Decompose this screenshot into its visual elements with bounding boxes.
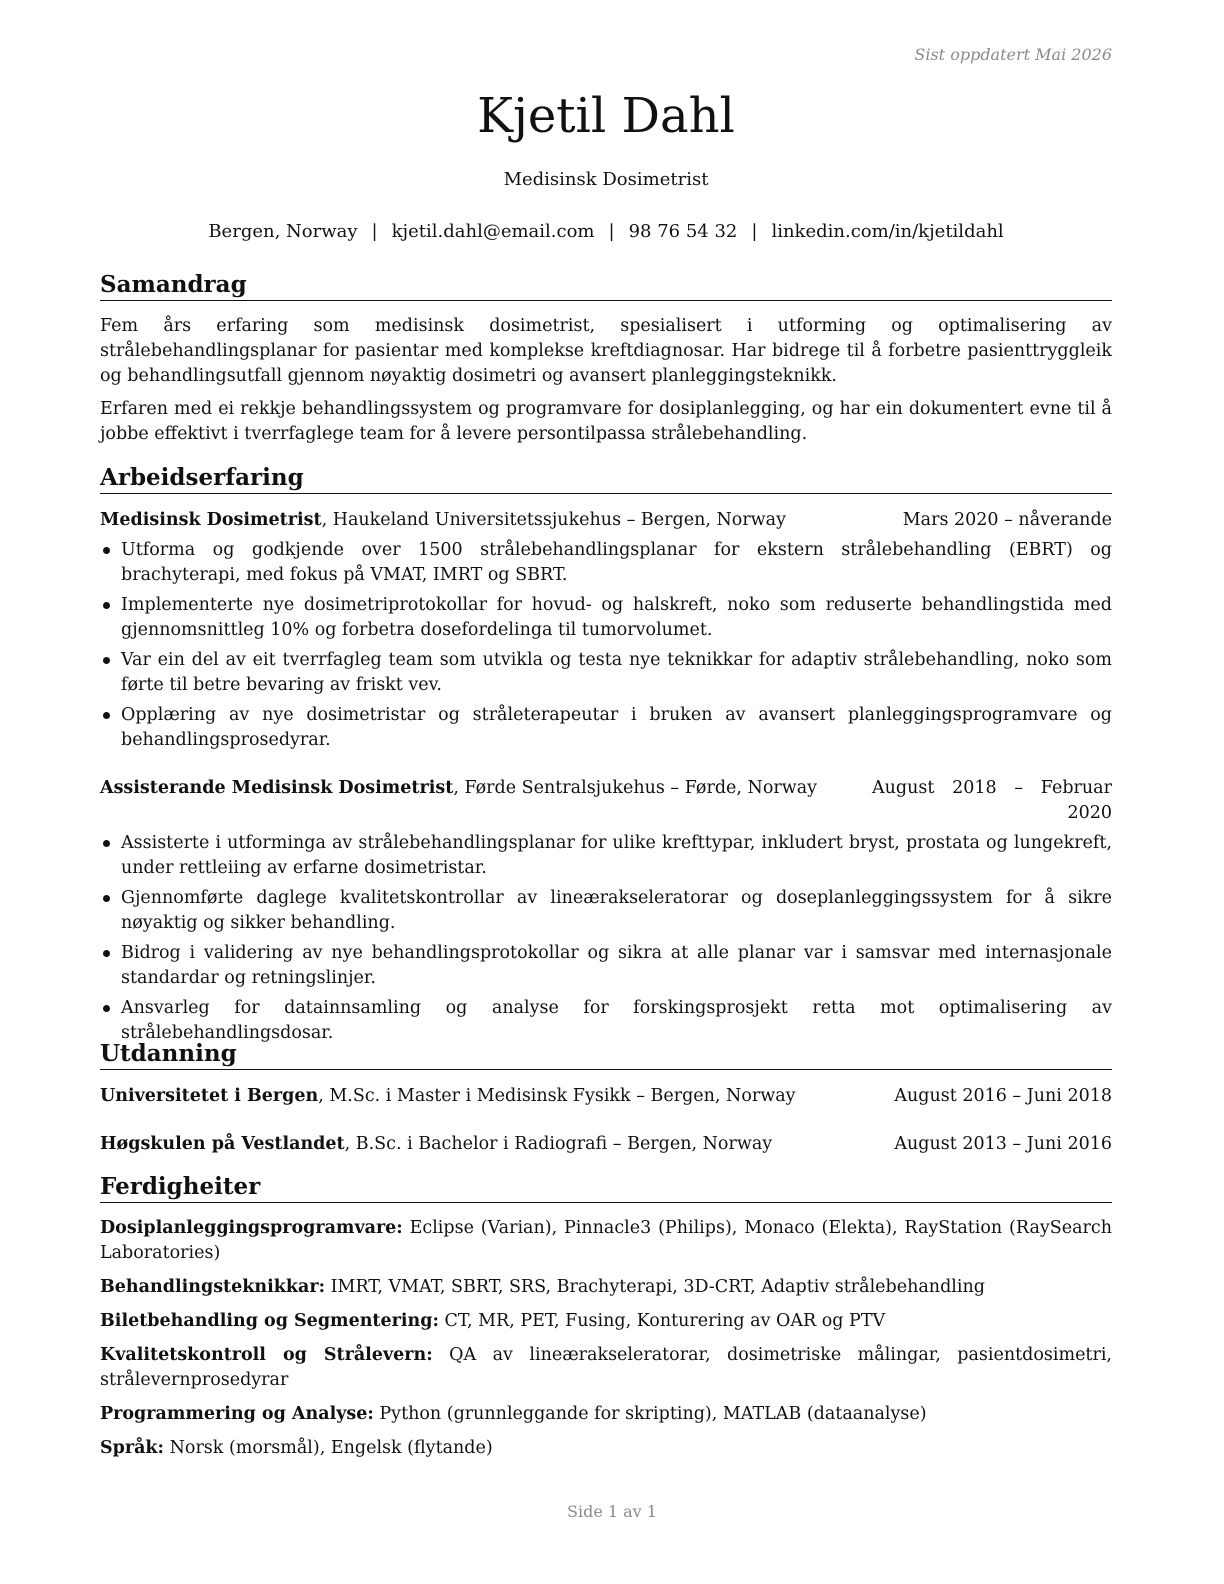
job-role: Assisterande Medisinsk Dosimetrist: [100, 778, 454, 798]
skill-line: [100, 1275, 1112, 1300]
education-section: [100, 1039, 1112, 1157]
skill-line: [100, 1402, 1112, 1427]
bullet-icon: [103, 895, 110, 902]
bullet-icon: [103, 602, 110, 609]
list-item: [100, 648, 1112, 698]
school-name: Universitetet i Bergen: [100, 1086, 319, 1106]
bullet-text: Implementerte nye dosimetriprotokollar for hovud- og halskreft, noko som reduserte behandlingstida med gjennomsnittleg 10% og forbetra dosefordelinga til tumorvolumet.: [121, 595, 1112, 640]
job-entry: [100, 508, 1112, 753]
list-item: [100, 886, 1112, 936]
bullet-text: Bidrog i validering av nye behandlingsprotokollar og sikra at alle planar var i samsvar med internasjonale standardar og retningslinjer.: [121, 943, 1112, 988]
skill-line: [100, 1436, 1112, 1461]
school-name: Høgskulen på Vestlandet: [100, 1134, 345, 1154]
skill-line: [100, 1309, 1112, 1334]
job-role: Medisinsk Dosimetrist: [100, 510, 322, 530]
job-bullets: [100, 831, 1112, 1046]
degree-detail: , B.Sc. i Bachelor i Radiografi – Bergen, Norway: [344, 1134, 773, 1154]
bullet-text: Assisterte i utforminga av strålebehandlingsplanar for ulike krefttypar, inkludert bryst, prostata og lungekreft, under rettleiing av erfarne dosimetristar.: [121, 833, 1112, 878]
job-title: Medisinsk Dosimetrist: [503, 169, 709, 190]
bullet-icon: [103, 1005, 110, 1012]
contact-separator: |: [608, 221, 615, 242]
summary-paragraph: Fem års erfaring som medisinsk dosimetrist, spesialisert i utforming og optimalisering av strålebehandlingsplanar for pasientar med komplekse kreftdiagnosar. Har bidrege til å forbetre pasienttryggleik og behandlingsutfall gjennom nøyaktig dosimetri og avansert planleggingsteknikk.: [100, 316, 1112, 386]
education-entry: [100, 1084, 1112, 1109]
section-heading: Ferdigheiter: [100, 1172, 1112, 1203]
skill-label: Kvalitetskontroll og Strålevern:: [100, 1345, 433, 1365]
job-title-line: [100, 776, 817, 801]
skill-value: IMRT, VMAT, SBRT, SRS, Brachyterapi, 3D-CRT, Adaptiv strålebehandling: [325, 1277, 985, 1297]
bullet-icon: [103, 950, 110, 957]
education-entry: [100, 1132, 1112, 1157]
skill-label: Biletbehandling og Segmentering:: [100, 1311, 439, 1331]
experience-section: [100, 463, 1112, 1046]
job-org: , Haukeland Universitetssjukehus – Bergen, Norway: [321, 510, 786, 530]
section-heading: Arbeidserfaring: [100, 463, 1112, 494]
job-dates: Mars 2020 – nåverande: [902, 510, 1112, 530]
skill-label: Språk:: [100, 1438, 165, 1458]
last-updated: Sist oppdatert Mai 2026: [914, 45, 1112, 64]
bullet-icon: [103, 712, 110, 719]
bullet-text: Var ein del av eit tverrfagleg team som utvikla og testa nye teknikkar for adaptiv strålebehandling, noko som førte til betre bevaring av friskt vev.: [121, 650, 1112, 695]
job-org: , Førde Sentralsjukehus – Førde, Norway: [453, 778, 818, 798]
bullet-icon: [103, 657, 110, 664]
section-heading: Samandrag: [100, 270, 1112, 301]
bullet-text: Gjennomførte daglege kvalitetskontrollar av lineærakseleratorar og doseplanleggingssystem for å sikre nøyaktig og sikker behandling.: [121, 888, 1112, 933]
contact-separator: |: [751, 221, 758, 242]
skill-value: CT, MR, PET, Fusing, Konturering av OAR og PTV: [438, 1311, 886, 1331]
contact-location: Bergen, Norway: [208, 221, 358, 242]
skill-value: Norsk (morsmål), Engelsk (flytande): [164, 1438, 493, 1458]
page-number: Side 1 av 1: [567, 1502, 657, 1521]
summary-paragraph: Erfaren med ei rekkje behandlingssystem og programvare for dosiplanlegging, og har ein dokumentert evne til å jobbe effektivt i tverrfaglege team for å levere persontilpassa strålebehandling.: [100, 399, 1112, 444]
bullet-icon: [103, 840, 110, 847]
bullet-icon: [103, 547, 110, 554]
job-title-line: [100, 508, 786, 533]
skill-line: [100, 1343, 1112, 1393]
job-bullets: [100, 538, 1112, 753]
section-heading: Utdanning: [100, 1039, 1112, 1070]
education-dates: August 2013 – Juni 2016: [894, 1134, 1112, 1154]
summary-section: [100, 270, 1112, 447]
education-title-line: [100, 1132, 772, 1157]
job-header: [100, 776, 1112, 826]
list-item: [100, 831, 1112, 881]
skills-section: [100, 1172, 1112, 1461]
contact-email[interactable]: kjetil.dahl@email.com: [391, 221, 595, 242]
education-dates: August 2016 – Juni 2018: [894, 1086, 1112, 1106]
contact-line: [100, 220, 1112, 244]
skill-label: Programmering og Analyse:: [100, 1404, 374, 1424]
list-item: [100, 593, 1112, 643]
education-title-line: [100, 1084, 796, 1109]
bullet-text: Utforma og godkjende over 1500 strålebehandlingsplanar for ekstern strålebehandling (EBRT) og brachyterapi, med fokus på VMAT, IMRT og SBRT.: [121, 540, 1112, 585]
list-item: [100, 538, 1112, 588]
list-item: [100, 941, 1112, 991]
skill-value: Python (grunnleggande for skripting), MATLAB (dataanalyse): [373, 1404, 927, 1424]
skill-label: Behandlingsteknikkar:: [100, 1277, 326, 1297]
job-dates: August 2018 – Februar 2020: [872, 778, 1112, 823]
skill-value: QA av lineærakseleratorar, dosimetriske målingar, pasientdosimetri, strålevernprosedyrar: [100, 1345, 1112, 1390]
skill-line: [100, 1216, 1112, 1266]
contact-linkedin[interactable]: linkedin.com/in/kjetildahl: [771, 221, 1004, 242]
job-entry: [100, 776, 1112, 1046]
skill-label: Dosiplanleggingsprogramvare:: [100, 1218, 403, 1238]
contact-phone[interactable]: 98 76 54 32: [628, 221, 738, 242]
degree-detail: , M.Sc. i Master i Medisinsk Fysikk – Bergen, Norway: [318, 1086, 796, 1106]
contact-separator: |: [371, 221, 378, 242]
list-item: [100, 703, 1112, 753]
bullet-text: Opplæring av nye dosimetristar og stråleterapeutar i bruken av avansert planleggingsprogramvare og behandlingsprosedyrar.: [121, 705, 1112, 750]
skill-value: Eclipse (Varian), Pinnacle3 (Philips), Monaco (Elekta), RayStation (RaySearch Laboratories): [100, 1218, 1112, 1263]
job-header: [100, 508, 1112, 533]
person-name: Kjetil Dahl: [477, 88, 735, 144]
bullet-text: Ansvarleg for datainnsamling og analyse for forskingsprosjekt retta mot optimalisering av strålebehandlingsdosar.: [121, 998, 1112, 1043]
